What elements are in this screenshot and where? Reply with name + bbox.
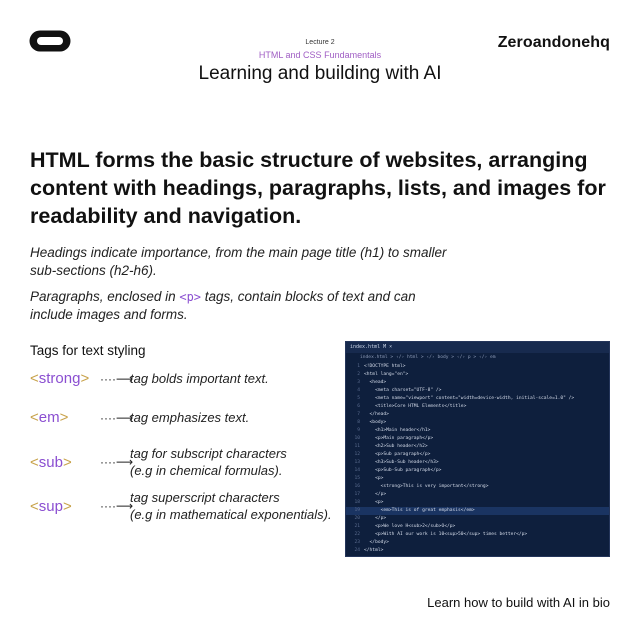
p-tag-inline: <p>	[179, 290, 202, 304]
arrow-icon: ····⟶	[100, 499, 134, 513]
lecture-label: Lecture 2	[305, 39, 335, 46]
line-number: 14	[354, 468, 360, 473]
line-code: <h1>Main header</h1>	[364, 428, 431, 433]
line-number: 20	[354, 516, 360, 521]
code-line	[346, 467, 609, 475]
strong-tag-label: <strong>	[30, 370, 90, 387]
code-line	[346, 451, 609, 459]
em-tag-row	[30, 409, 249, 426]
line-number: 10	[354, 436, 360, 441]
line-code: </html>	[364, 548, 384, 553]
sup-tag-description: tag superscript characters (e.g in mathematical exponentials).	[130, 490, 332, 522]
line-code: </head>	[364, 412, 389, 417]
line-code: <em>This is of great emphasis</em>	[364, 508, 475, 513]
line-number: 19	[354, 508, 360, 513]
page-subtitle: Learning and building with AI	[198, 63, 442, 84]
code-line	[346, 475, 609, 483]
code-line	[346, 443, 609, 451]
sup-tag-label: <sup>	[30, 497, 72, 515]
code-line	[346, 531, 609, 539]
code-lines	[346, 362, 609, 555]
line-number: 24	[354, 548, 360, 553]
code-line	[346, 387, 609, 395]
sub-tag-label: <sub>	[30, 453, 72, 471]
editor-breadcrumb: index.html > ‹/› html > ‹/› body > ‹/› p > ‹/› em	[360, 355, 496, 360]
line-code: <p>	[364, 476, 384, 481]
code-line	[346, 403, 609, 411]
em-tag-description: tag emphasizes text.	[130, 410, 250, 425]
code-line	[346, 499, 609, 507]
paragraph-text-before: Paragraphs, enclosed in	[30, 289, 180, 304]
line-code: <!DOCTYPE html>	[364, 364, 406, 369]
line-number: 13	[354, 460, 360, 465]
line-number: 3	[357, 380, 360, 385]
line-number: 18	[354, 500, 360, 505]
line-code: <p>With AI our work is 10<sup>50</sup> times better</p>	[364, 532, 528, 537]
line-code: </body>	[364, 540, 389, 545]
line-number: 16	[354, 484, 360, 489]
sub-tag-description: tag for subscript characters (e.g in chemical formulas).	[130, 446, 287, 478]
line-code: </p>	[364, 492, 387, 497]
sub-tag-row	[30, 445, 287, 479]
styling-section-title: Tags for text styling	[30, 343, 146, 358]
code-line	[346, 395, 609, 403]
footer-cta: Learn how to build with AI in bio	[427, 595, 610, 610]
line-number: 5	[357, 396, 360, 401]
line-number: 15	[354, 476, 360, 481]
line-number: 1	[357, 364, 360, 369]
line-code: <h3>Sub-Sub header</h3>	[364, 460, 439, 465]
sup-tag-row	[30, 489, 332, 523]
line-code: <strong>This is very important</strong>	[364, 484, 489, 489]
code-line	[346, 547, 609, 555]
code-line	[346, 379, 609, 387]
line-code: <meta charset="UTF-8" />	[364, 388, 442, 393]
line-number: 23	[354, 540, 360, 545]
line-number: 7	[357, 412, 360, 417]
em-tag-label: <em>	[30, 409, 69, 426]
editor-tab: index.html M ×	[346, 342, 609, 353]
paragraphs-paragraph	[30, 288, 450, 324]
code-line	[346, 363, 609, 371]
headline: HTML forms the basic structure of websites, arranging content with headings, paragraphs, lists, and images for readability and navigation.	[30, 148, 606, 228]
line-code: <p>Sub-Sub paragraph</p>	[364, 468, 442, 473]
line-code: <p>Sub paragraph</p>	[364, 452, 431, 457]
headings-paragraph: Headings indicate importance, from the main page title (h1) to smaller sub-sections (h2-h6).	[30, 245, 447, 278]
code-line	[346, 483, 609, 491]
line-code: <p>Main paragraph</p>	[364, 436, 434, 441]
code-line	[346, 459, 609, 467]
strong-tag-row	[30, 370, 269, 387]
code-line	[346, 427, 609, 435]
arrow-icon: ····⟶	[100, 371, 134, 386]
arrow-icon: ····⟶	[100, 455, 134, 469]
line-number: 22	[354, 532, 360, 537]
code-line	[346, 411, 609, 419]
line-number: 21	[354, 524, 360, 529]
line-number: 11	[354, 444, 360, 449]
line-code: <body>	[364, 420, 387, 425]
line-number: 6	[357, 404, 360, 409]
code-line	[346, 507, 609, 515]
line-number: 2	[357, 372, 360, 377]
code-editor-screenshot	[345, 341, 610, 557]
line-code: <h2>Sub header</h2>	[364, 444, 428, 449]
line-code: <html lang="en">	[364, 372, 409, 377]
line-number: 8	[357, 420, 360, 425]
course-title: HTML and CSS Fundamentals	[258, 50, 382, 60]
line-code: <head>	[364, 380, 387, 385]
line-number: 12	[354, 452, 360, 457]
line-code: <p>We love H<sub>2</sub>O</p>	[364, 524, 456, 529]
line-number: 9	[357, 428, 360, 433]
code-line	[346, 539, 609, 547]
line-code: </p>	[364, 516, 387, 521]
line-code: <p>	[364, 500, 384, 505]
code-line	[346, 523, 609, 531]
arrow-icon: ····⟶	[100, 410, 134, 425]
code-line	[346, 435, 609, 443]
code-line	[346, 491, 609, 499]
code-line	[346, 419, 609, 427]
line-number: 17	[354, 492, 360, 497]
line-code: <meta name="viewport" content="width=device-width, initial-scale=1.0" />	[364, 396, 575, 401]
paragraph-text-after: tags, contain blocks of text and can include images and forms.	[30, 289, 416, 322]
strong-tag-description: tag bolds important text.	[130, 371, 269, 386]
code-line	[346, 515, 609, 523]
line-code: <title>Core HTML Elements</title>	[364, 404, 467, 409]
code-line	[346, 371, 609, 379]
line-number: 4	[357, 388, 360, 393]
brand-name: Zeroandonehq	[497, 34, 610, 51]
